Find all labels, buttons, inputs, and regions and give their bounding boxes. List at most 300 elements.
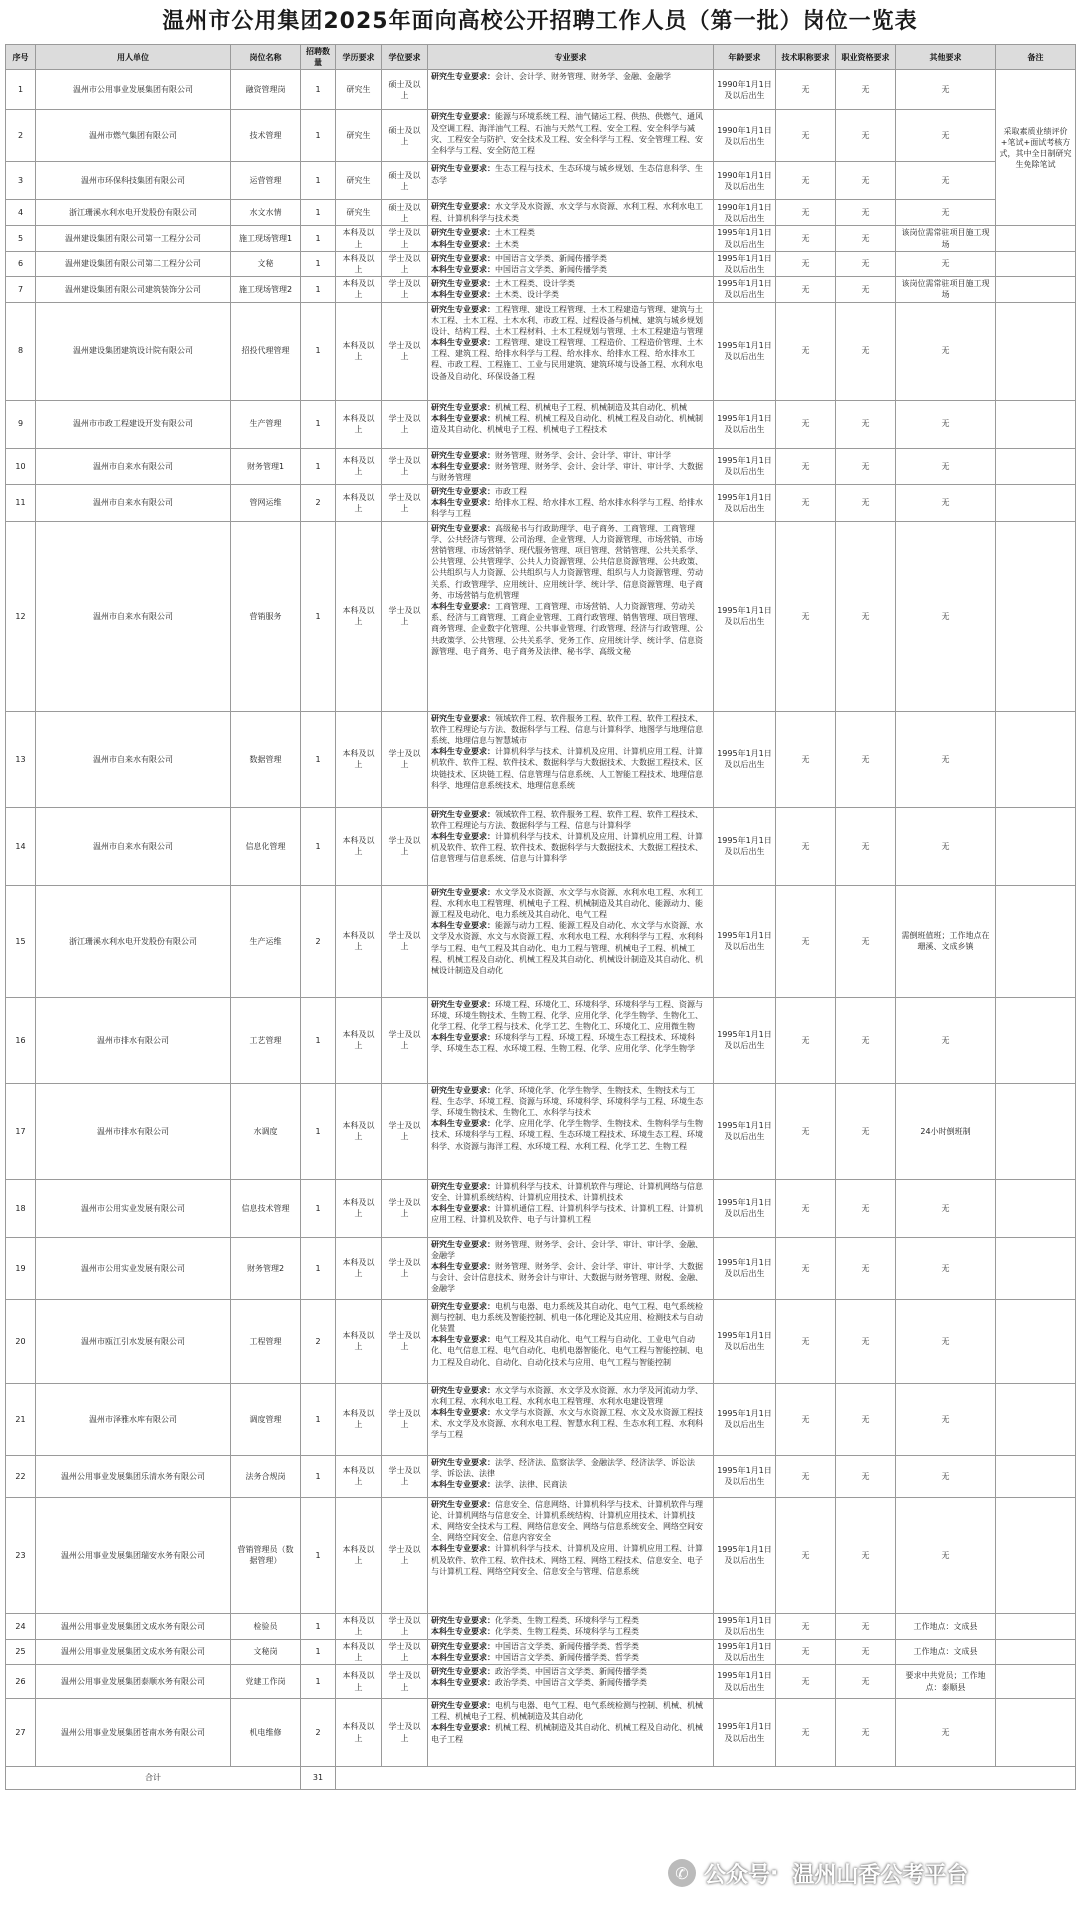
- table-row: [6, 162, 1076, 200]
- degree-req: 学士及以上: [382, 521, 428, 711]
- ug-majors: 法学、法律、民商法: [495, 1480, 567, 1489]
- header-cell: 专业要求: [428, 45, 714, 70]
- grad-label: 研究生专业要求：: [431, 1499, 495, 1509]
- degree-req: 学士及以上: [382, 400, 428, 448]
- ug-label: 本科生专业要求：: [431, 1626, 495, 1636]
- unit-name: 温州市排水有限公司: [36, 997, 231, 1083]
- age-req: 1995年1月1日及以后出生: [714, 885, 776, 997]
- major-req: [428, 1639, 714, 1664]
- unit-name: 温州公用事业发展集团瑞安水务有限公司: [36, 1497, 231, 1613]
- grad-label: 研究生专业要求：: [431, 1085, 495, 1095]
- hire-count: 1: [301, 1383, 336, 1455]
- unit-name: 温州市排水有限公司: [36, 1083, 231, 1179]
- age-req: 1995年1月1日及以后出生: [714, 302, 776, 400]
- major-req: [428, 1497, 714, 1613]
- other-req: 无: [896, 70, 996, 110]
- post-name: 党建工作岗: [231, 1665, 301, 1699]
- grad-majors: 财务管理、财务学、会计、会计学、审计、审计学、金融、金融学: [431, 1239, 703, 1260]
- table-row: [6, 277, 1076, 302]
- grad-label: 研究生专业要求：: [431, 228, 495, 238]
- other-req: 无: [896, 251, 996, 276]
- unit-name: 温州市自来水有限公司: [36, 521, 231, 711]
- education-req: 本科及以上: [336, 1665, 382, 1699]
- age-req: 1995年1月1日及以后出生: [714, 1383, 776, 1455]
- row-number: 11: [6, 485, 36, 522]
- cert-req: 无: [836, 448, 896, 485]
- row-number: 17: [6, 1083, 36, 1179]
- grad-label: 研究生专业要求：: [431, 523, 495, 533]
- unit-name: 温州建设集团有限公司建筑装饰分公司: [36, 277, 231, 302]
- degree-req: 学士及以上: [382, 485, 428, 522]
- age-req: 1995年1月1日及以后出生: [714, 1237, 776, 1299]
- unit-name: 浙江珊溪水利水电开发股份有限公司: [36, 885, 231, 997]
- major-req: [428, 997, 714, 1083]
- other-req: 无: [896, 485, 996, 522]
- tech-title-req: 无: [776, 110, 836, 162]
- ug-label: 本科生专业要求：: [431, 338, 495, 348]
- other-req: 无: [896, 162, 996, 200]
- hire-count: 1: [301, 1083, 336, 1179]
- remark-cell: [996, 1383, 1076, 1455]
- degree-req: 学士及以上: [382, 1237, 428, 1299]
- row-number: 23: [6, 1497, 36, 1613]
- education-req: 本科及以上: [336, 1179, 382, 1237]
- grad-majors: 化学、环境化学、化学生物学、生物技术、生物技术与工程、生态学、环境工程、资源与环境、环境科学、环境科学与工程、环境生态学、环境生物技术、生物化工、水科学与技术: [431, 1085, 703, 1117]
- other-req: 无: [896, 1179, 996, 1237]
- header-cell: 技术职称要求: [776, 45, 836, 70]
- degree-req: 学士及以上: [382, 1455, 428, 1497]
- post-name: 施工现场管理2: [231, 277, 301, 302]
- cert-req: 无: [836, 1497, 896, 1613]
- hire-count: 1: [301, 997, 336, 1083]
- cert-req: 无: [836, 1083, 896, 1179]
- cert-req: 无: [836, 1383, 896, 1455]
- total-label: 合计: [6, 1767, 301, 1790]
- tech-title-req: 无: [776, 226, 836, 251]
- education-req: 本科及以上: [336, 226, 382, 251]
- education-req: 本科及以上: [336, 251, 382, 276]
- post-name: 融资管理岗: [231, 70, 301, 110]
- age-req: 1995年1月1日及以后出生: [714, 1455, 776, 1497]
- ug-majors: 电气工程及其自动化、电气工程与自动化、工业电气自动化、电气信息工程、电气自动化、电机电器智能化、电气工程与智能控制、电力工程及自动化、自动化、自动化技术与应用、电气工程与智能控制: [431, 1335, 703, 1367]
- ug-label: 本科生专业要求：: [431, 747, 495, 757]
- job-table: [5, 44, 1076, 1790]
- cert-req: 无: [836, 70, 896, 110]
- ug-majors: 计算机科学与技术、计算机及应用、计算机应用工程、计算机及软件、软件工程、软件技术、网络工程、网络工程技术、信息安全、电子与计算机工程、网络空间安全、信息安全与管理、信息系统: [431, 1544, 703, 1576]
- ug-majors: 政治学类、中国语言文学类、新闻传播学类: [495, 1678, 647, 1688]
- age-req: 1995年1月1日及以后出生: [714, 1179, 776, 1237]
- other-req: 工作地点：文成县: [896, 1639, 996, 1664]
- ug-majors: 水文学与水资源、水文与水资源工程、水文及水资源工程技术、水文学及水资源、水利水电工程、智慧水利工程、生态水利工程、水利科学与工程: [431, 1408, 703, 1440]
- age-req: 1990年1月1日及以后出生: [714, 110, 776, 162]
- degree-req: 学士及以上: [382, 997, 428, 1083]
- major-req: [428, 110, 714, 162]
- cert-req: 无: [836, 1665, 896, 1699]
- cert-req: 无: [836, 1179, 896, 1237]
- row-number: 12: [6, 521, 36, 711]
- unit-name: 温州建设集团有限公司第二工程分公司: [36, 251, 231, 276]
- education-req: 研究生: [336, 200, 382, 226]
- age-req: 1990年1月1日及以后出生: [714, 70, 776, 110]
- major-req: [428, 302, 714, 400]
- age-req: 1995年1月1日及以后出生: [714, 997, 776, 1083]
- table-row: [6, 485, 1076, 522]
- post-name: 信息化管理: [231, 807, 301, 885]
- unit-name: 浙江珊溪水利水电开发股份有限公司: [36, 200, 231, 226]
- ug-label: 本科生专业要求：: [431, 461, 495, 471]
- post-name: 工艺管理: [231, 997, 301, 1083]
- unit-name: 温州市自来水有限公司: [36, 485, 231, 522]
- grad-label: 研究生专业要求：: [431, 1301, 495, 1311]
- remark-cell: [996, 885, 1076, 997]
- unit-name: 温州公用事业发展集团苍南水务有限公司: [36, 1699, 231, 1767]
- post-name: 营销管理员（数据管理）: [231, 1497, 301, 1613]
- major-req: [428, 70, 714, 110]
- grad-label: 研究生专业要求：: [431, 164, 495, 174]
- grad-label: 研究生专业要求：: [431, 1701, 495, 1710]
- unit-name: 温州市公用事业发展集团有限公司: [36, 70, 231, 110]
- tech-title-req: 无: [776, 400, 836, 448]
- tech-title-req: 无: [776, 1083, 836, 1179]
- row-number: 26: [6, 1665, 36, 1699]
- grad-majors: 高级秘书与行政助理学、电子商务、工商管理、工商管理学、公共经济与管理、公司治理、企业管理、人力资源管理、市场营销、市场营销管理、市场营销学、现代服务管理、项目管理、营销管理、公共关系学、公共管理、公共管理学、公共人力资源管理、公共信息资源管理、公共政策、公共组织与人力资源、公共组织与人力资源管理、组织与人力资源管理、劳动关系、行政管理学、应用统计、应用统计学、统计学、信息资源管理、电子商务、市场营销与危机管理: [431, 523, 703, 600]
- major-req: [428, 1237, 714, 1299]
- post-name: 文秘岗: [231, 1639, 301, 1664]
- ug-label: 本科生专业要求：: [431, 1544, 495, 1554]
- post-name: 生产运维: [231, 885, 301, 997]
- grad-majors: 土木工程类、设计学类: [495, 279, 575, 289]
- total-blank: [336, 1767, 1076, 1790]
- other-req: 无: [896, 1699, 996, 1767]
- row-number: 15: [6, 885, 36, 997]
- unit-name: 温州市自来水有限公司: [36, 711, 231, 807]
- cert-req: 无: [836, 997, 896, 1083]
- degree-req: 学士及以上: [382, 1179, 428, 1237]
- tech-title-req: 无: [776, 1237, 836, 1299]
- grad-label: 研究生专业要求：: [431, 1615, 495, 1625]
- cert-req: 无: [836, 251, 896, 276]
- remark-cell: [996, 1299, 1076, 1383]
- major-req: [428, 400, 714, 448]
- remark-cell: [996, 448, 1076, 485]
- other-req: 要求中共党员；工作地点：泰顺县: [896, 1665, 996, 1699]
- grad-majors: 财务管理、财务学、会计、会计学、审计、审计学: [495, 450, 671, 460]
- tech-title-req: 无: [776, 200, 836, 226]
- remark-cell: [996, 1497, 1076, 1613]
- table-header-row: [6, 45, 1076, 70]
- row-number: 5: [6, 226, 36, 251]
- post-name: 调度管理: [231, 1383, 301, 1455]
- age-req: 1995年1月1日及以后出生: [714, 1639, 776, 1664]
- grad-majors: 电机与电器、电力系统及其自动化、电气工程、电气系统检测与控制、电力系统及智能控制、机电一体化理论及其应用、检测技术与自动化装置: [431, 1301, 703, 1333]
- degree-req: 硕士及以上: [382, 70, 428, 110]
- ug-majors: 计算机通信工程、计算机科学与技术、计算机工程、计算机应用工程、计算机及软件、电子与计算机工程: [431, 1204, 703, 1225]
- grad-label: 研究生专业要求：: [431, 279, 495, 289]
- degree-req: 学士及以上: [382, 1083, 428, 1179]
- table-row: [6, 1699, 1076, 1767]
- grad-label: 研究生专业要求：: [431, 1641, 495, 1651]
- education-req: 本科及以上: [336, 885, 382, 997]
- age-req: 1995年1月1日及以后出生: [714, 807, 776, 885]
- age-req: 1990年1月1日及以后出生: [714, 162, 776, 200]
- table-row: [6, 807, 1076, 885]
- cert-req: 无: [836, 1299, 896, 1383]
- wechat-icon: ✆: [668, 1859, 696, 1887]
- remark-cell: [996, 1179, 1076, 1237]
- remark-cell: [996, 1237, 1076, 1299]
- ug-majors: 能源与动力工程、能源工程及自动化、水文学与水资源、水文学及水资源、水文与水资源工程、水利水电工程、水利科学与工程、水利科学与工程、电气工程及其自动化、电力工程与管理、机械电子工程、机械工程、机械工程及自动化、机械工程及其自动化、机械设计制造及其自动化、机械设计制造及自动化: [431, 921, 703, 975]
- remark-cell: [996, 1639, 1076, 1664]
- remark-cell: [996, 302, 1076, 400]
- total-row: [6, 1767, 1076, 1790]
- hire-count: 1: [301, 400, 336, 448]
- education-req: 本科及以上: [336, 1383, 382, 1455]
- ug-majors: 化学、应用化学、化学生物学、生物技术、生物科学与生物技术、环境科学与工程、环境工程、生态环境工程技术、环境生态工程、环境科学、水资源与海洋工程、水环境工程、水利工程、化学工艺、生物工程: [431, 1119, 703, 1151]
- ug-majors: 工程管理、建设工程管理、工程造价、工程造价管理、土木工程、建筑工程、给排水科学与工程、给水排水、给排水工程、给水排水工程、市政工程、工程施工、工业与民用建筑、建筑环境与设备工程、水利水电设备及自动化、环保设备工程: [431, 338, 703, 381]
- other-req: 无: [896, 200, 996, 226]
- post-name: 生产管理: [231, 400, 301, 448]
- degree-req: 学士及以上: [382, 1497, 428, 1613]
- education-req: 本科及以上: [336, 448, 382, 485]
- other-req: 该岗位需常驻项目施工现场: [896, 226, 996, 251]
- tech-title-req: 无: [776, 885, 836, 997]
- remark-cell: [996, 1613, 1076, 1639]
- ug-label: 本科生专业要求：: [431, 1335, 495, 1345]
- post-name: 技术管理: [231, 110, 301, 162]
- age-req: 1995年1月1日及以后出生: [714, 448, 776, 485]
- degree-req: 学士及以上: [382, 226, 428, 251]
- degree-req: 硕士及以上: [382, 162, 428, 200]
- tech-title-req: 无: [776, 1383, 836, 1455]
- watermark-sep: ·: [770, 1860, 779, 1886]
- remark-cell: [996, 251, 1076, 276]
- tech-title-req: 无: [776, 807, 836, 885]
- hire-count: 1: [301, 200, 336, 226]
- tech-title-req: 无: [776, 711, 836, 807]
- major-req: [428, 1179, 714, 1237]
- tech-title-req: 无: [776, 448, 836, 485]
- ug-label: 本科生专业要求：: [431, 1480, 495, 1489]
- grad-label: 研究生专业要求：: [431, 999, 495, 1009]
- other-req: 无: [896, 302, 996, 400]
- row-number: 13: [6, 711, 36, 807]
- post-name: 财务管理1: [231, 448, 301, 485]
- cert-req: 无: [836, 1237, 896, 1299]
- row-number: 14: [6, 807, 36, 885]
- unit-name: 温州公用事业发展集团泰顺水务有限公司: [36, 1665, 231, 1699]
- tech-title-req: 无: [776, 251, 836, 276]
- ug-majors: 土木类: [495, 239, 519, 249]
- ug-label: 本科生专业要求：: [431, 832, 495, 841]
- row-number: 4: [6, 200, 36, 226]
- table-row: [6, 1497, 1076, 1613]
- unit-name: 温州市公用实业发展有限公司: [36, 1237, 231, 1299]
- header-cell: 招聘数量: [301, 45, 336, 70]
- tech-title-req: 无: [776, 521, 836, 711]
- other-req: 工作地点：文成县: [896, 1613, 996, 1639]
- table-row: [6, 70, 1076, 110]
- ug-majors: 给排水工程、给水排水工程、给水排水科学与工程、给排水科学与工程: [431, 498, 703, 519]
- table-row: [6, 226, 1076, 251]
- age-req: 1995年1月1日及以后出生: [714, 226, 776, 251]
- tech-title-req: 无: [776, 1497, 836, 1613]
- table-row: [6, 1383, 1076, 1455]
- row-number: 6: [6, 251, 36, 276]
- unit-name: 温州市瓯江引水发展有限公司: [36, 1299, 231, 1383]
- grad-majors: 土木工程类: [495, 228, 535, 238]
- ug-majors: 计算机科学与技术、计算机及应用、计算机应用工程、计算机软件、软件工程、软件技术、数据科学与大数据技术、大数据工程技术、区块链技术、区块链工程、信息管理与信息系统、人工智能工程技术、地理信息科学、地理信息系统技术、地理信息系统: [431, 747, 703, 790]
- grad-majors: 机械工程、机械电子工程、机械制造及其自动化、机械: [495, 402, 687, 412]
- table-row: [6, 110, 1076, 162]
- major-req: [428, 226, 714, 251]
- unit-name: 温州市自来水有限公司: [36, 448, 231, 485]
- ug-label: 本科生专业要求：: [431, 264, 495, 274]
- other-req: 无: [896, 711, 996, 807]
- tech-title-req: 无: [776, 997, 836, 1083]
- other-req: 无: [896, 400, 996, 448]
- cert-req: 无: [836, 200, 896, 226]
- row-number: 7: [6, 277, 36, 302]
- remark-cell: [996, 1699, 1076, 1767]
- tech-title-req: 无: [776, 70, 836, 110]
- row-number: 1: [6, 70, 36, 110]
- grad-label: 研究生专业要求：: [431, 887, 495, 897]
- hire-count: 1: [301, 807, 336, 885]
- row-number: 21: [6, 1383, 36, 1455]
- major-req: [428, 1383, 714, 1455]
- post-name: 运营管理: [231, 162, 301, 200]
- table-row: [6, 302, 1076, 400]
- major-req: [428, 1699, 714, 1767]
- grad-label: 研究生专业要求：: [431, 809, 495, 819]
- ug-label: 本科生专业要求：: [431, 498, 495, 508]
- education-req: 研究生: [336, 162, 382, 200]
- age-req: 1995年1月1日及以后出生: [714, 1083, 776, 1179]
- unit-name: 温州建设集团建筑设计院有限公司: [36, 302, 231, 400]
- ug-label: 本科生专业要求：: [431, 413, 495, 423]
- degree-req: 学士及以上: [382, 1699, 428, 1767]
- table-row: [6, 1455, 1076, 1497]
- hire-count: 1: [301, 162, 336, 200]
- hire-count: 1: [301, 277, 336, 302]
- header-cell: 职业资格要求: [836, 45, 896, 70]
- header-cell: 岗位名称: [231, 45, 301, 70]
- cert-req: 无: [836, 277, 896, 302]
- grad-label: 研究生专业要求：: [431, 253, 495, 263]
- remark-cell: [996, 807, 1076, 885]
- other-req: 无: [896, 110, 996, 162]
- hire-count: 1: [301, 251, 336, 276]
- remark-cell: [996, 400, 1076, 448]
- hire-count: 1: [301, 70, 336, 110]
- post-name: 信息技术管理: [231, 1179, 301, 1237]
- cert-req: 无: [836, 711, 896, 807]
- tech-title-req: 无: [776, 1299, 836, 1383]
- grad-label: 研究生专业要求：: [431, 713, 495, 723]
- other-req: 无: [896, 807, 996, 885]
- grad-label: 研究生专业要求：: [431, 1385, 495, 1395]
- cert-req: 无: [836, 807, 896, 885]
- row-number: 19: [6, 1237, 36, 1299]
- ug-label: 本科生专业要求：: [431, 239, 495, 249]
- post-name: 施工现场管理1: [231, 226, 301, 251]
- cert-req: 无: [836, 521, 896, 711]
- grad-label: 研究生专业要求：: [431, 202, 495, 212]
- table-row: [6, 1237, 1076, 1299]
- hire-count: 1: [301, 1665, 336, 1699]
- hire-count: 2: [301, 1299, 336, 1383]
- tech-title-req: 无: [776, 1455, 836, 1497]
- hire-count: 1: [301, 302, 336, 400]
- grad-majors: 水文学与水资源、水文学及水资源、水力学及河流动力学、水利工程、水利水电工程、水利水电工程管理、水利水电建设管理: [431, 1385, 703, 1406]
- hire-count: 1: [301, 1237, 336, 1299]
- post-name: 工程管理: [231, 1299, 301, 1383]
- education-req: 本科及以上: [336, 997, 382, 1083]
- ug-majors: 土木类、设计学类: [495, 290, 559, 300]
- grad-majors: 中国语言文学类、新闻传播学类、哲学类: [495, 1641, 639, 1651]
- other-req: 24小时倒班制: [896, 1083, 996, 1179]
- other-req: 无: [896, 1497, 996, 1613]
- row-number: 3: [6, 162, 36, 200]
- age-req: 1995年1月1日及以后出生: [714, 277, 776, 302]
- grad-majors: 中国语言文学类、新闻传播学类: [495, 253, 607, 263]
- unit-name: 温州建设集团有限公司第一工程分公司: [36, 226, 231, 251]
- other-req: 需倒班值班；工作地点在珊溪、文成乡镇: [896, 885, 996, 997]
- age-req: 1995年1月1日及以后出生: [714, 711, 776, 807]
- post-name: 机电维修: [231, 1699, 301, 1767]
- education-req: 研究生: [336, 70, 382, 110]
- tech-title-req: 无: [776, 1179, 836, 1237]
- table-row: [6, 200, 1076, 226]
- other-req: 无: [896, 1455, 996, 1497]
- cert-req: 无: [836, 162, 896, 200]
- post-name: 管网运维: [231, 485, 301, 522]
- hire-count: 2: [301, 885, 336, 997]
- table-row: [6, 251, 1076, 276]
- header-cell: 其他要求: [896, 45, 996, 70]
- hire-count: 1: [301, 1613, 336, 1639]
- remark-cell: [996, 226, 1076, 251]
- cert-req: 无: [836, 485, 896, 522]
- hire-count: 1: [301, 1497, 336, 1613]
- tech-title-req: 无: [776, 1613, 836, 1639]
- table-row: [6, 885, 1076, 997]
- row-number: 25: [6, 1639, 36, 1664]
- unit-name: 温州市自来水有限公司: [36, 807, 231, 885]
- education-req: 本科及以上: [336, 807, 382, 885]
- header-cell: 学历要求: [336, 45, 382, 70]
- degree-req: 硕士及以上: [382, 110, 428, 162]
- row-number: 16: [6, 997, 36, 1083]
- post-name: 招投代理管理: [231, 302, 301, 400]
- post-name: 水文水情: [231, 200, 301, 226]
- age-req: 1995年1月1日及以后出生: [714, 251, 776, 276]
- unit-name: 温州市环保科技集团有限公司: [36, 162, 231, 200]
- grad-majors: 水文学及水资源、水文学与水资源、水利工程、水利水电工程、计算机科学与技术类: [431, 202, 703, 223]
- remark-cell: [996, 1455, 1076, 1497]
- age-req: 1995年1月1日及以后出生: [714, 1613, 776, 1639]
- grad-majors: 生态工程与技术、生态环境与城乡规划、生态信息科学、生态学: [431, 164, 703, 185]
- hire-count: 1: [301, 711, 336, 807]
- major-req: [428, 1613, 714, 1639]
- education-req: 本科及以上: [336, 1455, 382, 1497]
- cert-req: 无: [836, 226, 896, 251]
- cert-req: 无: [836, 400, 896, 448]
- education-req: 本科及以上: [336, 302, 382, 400]
- remark-cell: [996, 277, 1076, 302]
- grad-label: 研究生专业要求：: [431, 72, 495, 82]
- unit-name: 温州公用事业发展集团文成水务有限公司: [36, 1613, 231, 1639]
